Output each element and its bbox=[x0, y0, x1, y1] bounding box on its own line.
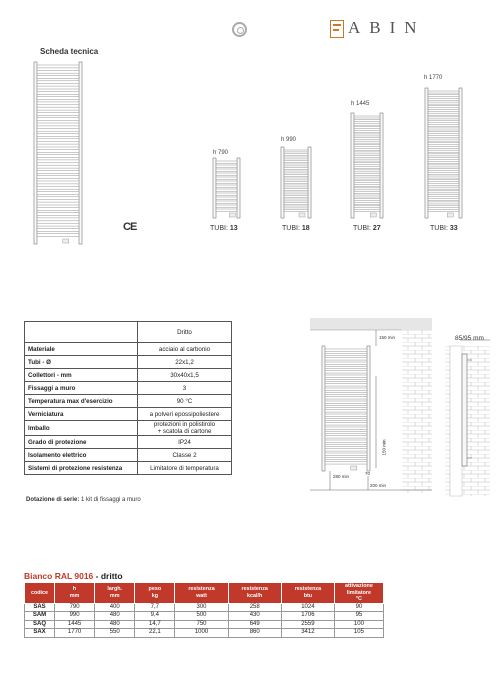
tubi-value: 18 bbox=[301, 225, 310, 232]
model-height-label: h 1770 bbox=[424, 75, 443, 81]
model-height-label: h 790 bbox=[213, 150, 229, 156]
spec-key: Isolamento elettrico bbox=[25, 449, 138, 462]
product-cell: 1770 bbox=[55, 629, 95, 638]
product-cell: 550 bbox=[95, 629, 135, 638]
dimension-side-clearance: 150 min bbox=[381, 439, 387, 456]
spec-value: 90 °C bbox=[138, 395, 232, 408]
spec-key: Verniciatura bbox=[25, 408, 138, 421]
product-column-header: attivazione limitatore °C bbox=[334, 583, 383, 604]
spec-value: acciaio al carbonio bbox=[138, 343, 232, 356]
radiator-model-3 bbox=[425, 88, 462, 218]
product-cell: 105 bbox=[334, 629, 383, 638]
product-row bbox=[25, 629, 384, 638]
product-column-header: codice bbox=[25, 583, 55, 604]
model-tubi-count bbox=[430, 225, 458, 232]
ce-mark: CE bbox=[123, 221, 137, 233]
product-cell: 790 bbox=[55, 603, 95, 612]
spec-key: Grado di protezione bbox=[25, 436, 138, 449]
spec-value: IP24 bbox=[138, 436, 232, 449]
spec-row bbox=[25, 421, 232, 436]
product-column-header: peso kg bbox=[135, 583, 175, 604]
product-cell: 7,7 bbox=[135, 603, 175, 612]
spec-key: Temperatura max d'esercizio bbox=[25, 395, 138, 408]
spec-value: 30x40x1,5 bbox=[138, 369, 232, 382]
spec-value: 3 bbox=[138, 382, 232, 395]
spec-value: a polveri epossipoliestere bbox=[138, 408, 232, 421]
spec-key: Collettori - mm bbox=[25, 369, 138, 382]
product-cell: 480 bbox=[95, 612, 135, 621]
product-table-title bbox=[24, 571, 123, 581]
spec-row bbox=[25, 408, 232, 421]
dotazione-label: Dotazione di serie: bbox=[26, 497, 80, 503]
product-color-label: Bianco RAL 9016 bbox=[24, 571, 94, 581]
radiator-model-0 bbox=[213, 158, 240, 218]
product-code: SAM bbox=[25, 612, 55, 621]
spec-header: Dritto bbox=[138, 322, 232, 343]
product-cell: 14,7 bbox=[135, 620, 175, 629]
model-height-label: h 990 bbox=[281, 137, 297, 143]
product-cell: 3412 bbox=[281, 629, 334, 638]
spec-row bbox=[25, 449, 232, 462]
tubi-value: 33 bbox=[449, 225, 458, 232]
product-cell: 1000 bbox=[175, 629, 228, 638]
product-column-header: largh. mm bbox=[95, 583, 135, 604]
dimension-offset: 70 bbox=[365, 471, 371, 476]
spec-row bbox=[25, 395, 232, 408]
spec-row bbox=[25, 343, 232, 356]
product-column-header: resistenza kcal/h bbox=[228, 583, 281, 604]
dimension-bottom-clearance: 200 min bbox=[370, 483, 387, 488]
product-cell: 258 bbox=[228, 603, 281, 612]
tubi-label: TUBI: bbox=[210, 225, 228, 232]
model-tubi-count bbox=[282, 225, 310, 232]
spec-value: Limitatore di temperatura bbox=[138, 462, 232, 475]
product-code: SAS bbox=[25, 603, 55, 612]
product-cell: 500 bbox=[175, 612, 228, 621]
tubi-label: TUBI: bbox=[430, 225, 448, 232]
spec-key: Tubi - Ø bbox=[25, 356, 138, 369]
spec-header-empty bbox=[25, 322, 138, 343]
product-row bbox=[25, 603, 384, 612]
model-tubi-count bbox=[210, 225, 238, 232]
product-row bbox=[25, 620, 384, 629]
product-cell: 22,1 bbox=[135, 629, 175, 638]
product-cell: 990 bbox=[55, 612, 95, 621]
spec-value: protezioni in polistirolo + scatola di cartone bbox=[138, 421, 232, 436]
radiator-main bbox=[34, 62, 82, 244]
product-cell: 100 bbox=[334, 620, 383, 629]
dimension-top-clearance: 150 min bbox=[379, 335, 396, 340]
spec-key: Materiale bbox=[25, 343, 138, 356]
product-column-header: resistenza watt bbox=[175, 583, 228, 604]
model-tubi-count bbox=[353, 225, 381, 232]
product-cell: 300 bbox=[175, 603, 228, 612]
radiator-logo-icon bbox=[232, 22, 247, 37]
radiator-model-2 bbox=[351, 113, 383, 218]
spec-value: Classe 2 bbox=[138, 449, 232, 462]
product-cell: 649 bbox=[228, 620, 281, 629]
product-header-row bbox=[25, 583, 384, 604]
tubi-value: 27 bbox=[372, 225, 381, 232]
spec-value: 22x1,2 bbox=[138, 356, 232, 369]
product-cell: 1706 bbox=[281, 612, 334, 621]
dotazione-note bbox=[26, 497, 141, 503]
product-cell: 400 bbox=[95, 603, 135, 612]
spec-key: Sistemi di protezione resistenza bbox=[25, 462, 138, 475]
product-cell: 2559 bbox=[281, 620, 334, 629]
product-cell: 1445 bbox=[55, 620, 95, 629]
spec-row bbox=[25, 382, 232, 395]
product-cell: 860 bbox=[228, 629, 281, 638]
spec-row bbox=[25, 369, 232, 382]
dimension-depth: 85/95 mm bbox=[455, 335, 484, 342]
spec-key: Imballo bbox=[25, 421, 138, 436]
product-cell: 9,4 bbox=[135, 612, 175, 621]
product-column-header: resistenza btu bbox=[281, 583, 334, 604]
product-cell: 95 bbox=[334, 612, 383, 621]
product-cell: 1024 bbox=[281, 603, 334, 612]
tubi-label: TUBI: bbox=[282, 225, 300, 232]
spec-row bbox=[25, 356, 232, 369]
product-cell: 430 bbox=[228, 612, 281, 621]
product-code: SAX bbox=[25, 629, 55, 638]
tubi-value: 13 bbox=[229, 225, 238, 232]
product-row bbox=[25, 612, 384, 621]
product-cell: 480 bbox=[95, 620, 135, 629]
spec-row bbox=[25, 436, 232, 449]
spec-row bbox=[25, 462, 232, 475]
product-table bbox=[24, 582, 384, 638]
product-cell: 750 bbox=[175, 620, 228, 629]
dotazione-text: 1 kit di fissaggi a muro bbox=[81, 497, 141, 503]
dimension-floor-clearance: 280 min bbox=[333, 474, 350, 479]
spec-table bbox=[24, 321, 232, 475]
product-code: SAQ bbox=[25, 620, 55, 629]
product-cell: 90 bbox=[334, 603, 383, 612]
model-height-label: h 1445 bbox=[351, 101, 370, 107]
brand-name: ABIN bbox=[348, 18, 426, 37]
radiator-main-illustration bbox=[30, 60, 92, 250]
product-variant-label: - dritto bbox=[93, 571, 123, 581]
radiator-installed bbox=[322, 346, 370, 471]
spec-key: Fissaggi a muro bbox=[25, 382, 138, 395]
product-column-header: h mm bbox=[55, 583, 95, 604]
tubi-label: TUBI: bbox=[353, 225, 371, 232]
radiator-models-illustration bbox=[205, 70, 495, 225]
brand-mark-icon bbox=[330, 20, 344, 38]
spec-header-row bbox=[25, 322, 232, 343]
radiator-model-1 bbox=[281, 147, 311, 218]
page-title: Scheda tecnica bbox=[40, 47, 99, 56]
